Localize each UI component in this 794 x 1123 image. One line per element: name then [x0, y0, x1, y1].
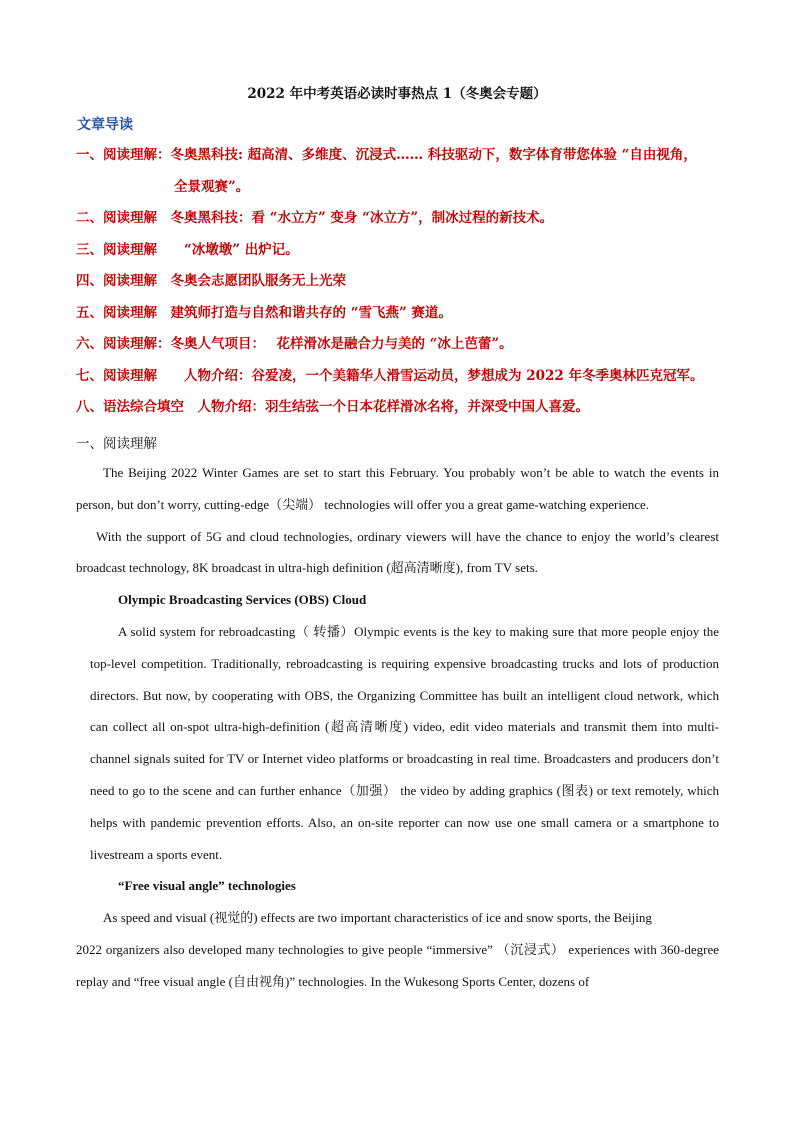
toc-text-continued: 全景观赛”。 [174, 178, 250, 195]
toc-text: “冰墩墩” 出炉记。 [170, 241, 299, 258]
section-heading: 一、阅读理解 [76, 436, 157, 452]
paragraph: 2022 organizers also developed many technologies to give people “immersive” （沉浸式） experiences with 360-degree replay and “free visual angle (自由视角)” technologies. In the Wukesong Sports Center, dozens of [76, 941, 719, 989]
toc-text: 冬奥人气项目： 花样滑冰是融合力与美的 “冰上芭蕾”。 [170, 336, 513, 352]
toc-text: 冬奥黑科技：看 “水立方” 变身 “冰立方”，制冰过程的新技术。 [170, 210, 554, 226]
toc-text: 冬奥会志愿团队服务无上光荣 [170, 273, 346, 289]
toc-item-5 [76, 298, 726, 330]
paragraph: With the support of 5G and cloud technologies, ordinary viewers will have the chance to enjoy the world’s clearest broadcast technology, 8K broadcast in ultra-high definition (超高清晰度), from TV sets. [76, 528, 719, 576]
toc-text: 人物介绍：谷爱凌，一个美籍华人滑雪运动员，梦想成为 2022 年冬季奥林匹克冠军。 [170, 367, 704, 384]
toc-prefix: 八、语法综合填空 [76, 399, 198, 415]
toc-item-8 [76, 392, 726, 424]
toc-prefix: 六、阅读理解： [76, 336, 171, 352]
subheading: “Free visual angle” technologies [118, 878, 296, 894]
toc-item-4 [76, 266, 726, 298]
table-of-contents [76, 140, 726, 424]
toc-item-3 [76, 235, 726, 267]
paragraph: The Beijing 2022 Winter Games are set to start this February. You probably won’t be able to watch the events in person, but don’t worry, cutting-edge（尖端） technologies will offer you a great game-watching experience. [76, 465, 719, 512]
toc-item-2 [76, 203, 726, 235]
toc-prefix: 七、阅读理解 [76, 367, 171, 384]
toc-item-7 [76, 361, 726, 393]
toc-prefix: 五、阅读理解 [76, 304, 171, 321]
toc-text: 建筑师打造与自然和谐共存的 “雪飞燕” 赛道。 [170, 304, 452, 321]
toc-prefix: 一、阅读理解： [76, 147, 171, 163]
article-body [76, 457, 719, 998]
paragraph: As speed and visual (视觉的) effects are two important characteristics of ice and snow sports, the Beijing [103, 910, 652, 926]
article-guide-label: 文章导读 [77, 117, 133, 133]
page-title: 2022 年中考英语必读时事热点 1（冬奥会专题） [247, 86, 547, 102]
toc-prefix: 二、阅读理解 [76, 210, 171, 226]
toc-prefix: 三、阅读理解 [76, 241, 171, 258]
subheading: Olympic Broadcasting Services (OBS) Cloud [118, 592, 367, 608]
toc-item-6 [76, 329, 726, 361]
toc-item-1 [76, 140, 726, 203]
toc-text: 冬奥黑科技: 超高清、多维度、沉浸式…… 科技驱动下，数字体育带您体验 “自由视角， [170, 147, 697, 163]
indented-block [76, 616, 719, 870]
paragraph: A solid system for rebroadcasting（ 转播）Olympic events is the key to making sure that more people enjoy the top-level competition. Traditionally, rebroadcasting is requiring expensive broadcasting trucks and lots of production directors. But now, by cooperating with OBS, the Organizing Committee has built an intelligent cloud network, which can collect all on-spot ultra-high-definition (超高清晰度) video, edit video materials and transmit them into multi-channel signals suited for TV or Internet video platforms or broadcasting in real time. Broadcasters and producers don’t need to go to the scene and can further enhance（加强） the video by adding graphics (图表) or text remotely, which helps with pandemic prevention efforts. Also, an on-site reporter can now use one small camera or a smartphone to livestream a sports event. [90, 623, 719, 862]
toc-text: 人物介绍：羽生结弦一个日本花样滑冰名将，并深受中国人喜爱。 [197, 399, 589, 415]
toc-prefix: 四、阅读理解 [76, 273, 171, 289]
